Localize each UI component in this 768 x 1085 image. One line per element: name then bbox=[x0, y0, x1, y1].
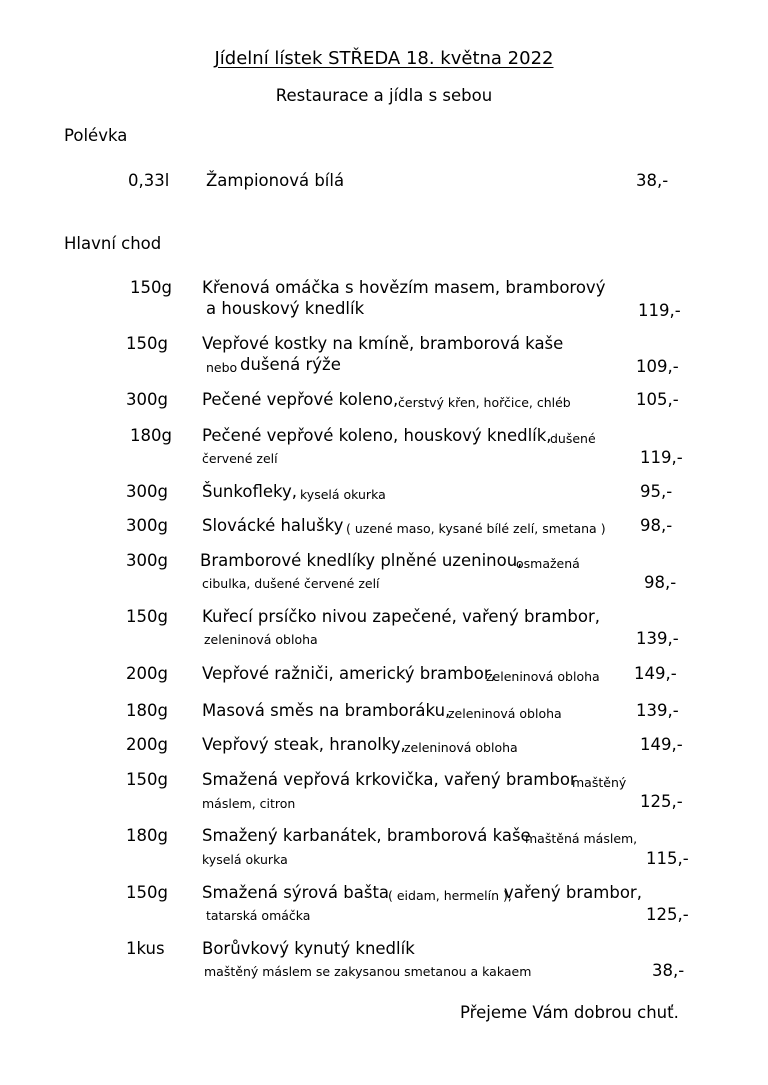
item-side: maštěný bbox=[572, 775, 627, 790]
item-qty: 180g bbox=[126, 826, 168, 845]
item-price: 38,- bbox=[652, 961, 685, 980]
item-name: Šunkofleky, bbox=[202, 482, 297, 501]
item-side: zeleninová obloha bbox=[404, 740, 518, 755]
item-price: 125,- bbox=[646, 905, 689, 924]
item-qty: 150g bbox=[126, 883, 168, 902]
item-name: Smažená sýrová bašta bbox=[202, 883, 390, 902]
menu-title: Jídelní lístek STŘEDA 18. května 2022 bbox=[214, 48, 554, 69]
item-price: 119,- bbox=[638, 301, 681, 320]
item-side: kyselá okurka bbox=[300, 487, 386, 502]
item-name: Pečené vepřové koleno, bbox=[202, 390, 399, 409]
item-side-cont: cibulka, dušené červené zelí bbox=[202, 576, 380, 591]
item-price: 38,- bbox=[636, 171, 669, 190]
item-side-note: ( eidam, hermelín ), bbox=[388, 888, 512, 903]
item-name: Vepřové kostky na kmíně, bramborová kaše bbox=[202, 334, 564, 353]
item-price: 105,- bbox=[636, 390, 679, 409]
item-qty: 180g bbox=[126, 701, 168, 720]
item-qty: 150g bbox=[126, 770, 168, 789]
item-price: 95,- bbox=[640, 482, 673, 501]
item-qty: 150g bbox=[126, 334, 168, 353]
section-heading-main: Hlavní chod bbox=[64, 234, 162, 253]
item-name: Bramborové knedlíky plněné uzeninou, bbox=[200, 551, 523, 570]
item-price: 139,- bbox=[636, 701, 679, 720]
item-price: 139,- bbox=[636, 629, 679, 648]
item-name: Pečené vepřové koleno, houskový knedlík, bbox=[202, 426, 552, 445]
item-side: osmažená bbox=[516, 556, 580, 571]
item-price: 109,- bbox=[636, 357, 679, 376]
item-qty: 180g bbox=[130, 426, 172, 445]
item-detail: a houskový knedlík bbox=[206, 299, 365, 318]
section-heading-soup: Polévka bbox=[64, 126, 128, 145]
item-side-cont: zeleninová obloha bbox=[204, 632, 318, 647]
item-name: Křenová omáčka s hovězím masem, bramborový bbox=[202, 278, 606, 297]
item-name: Vepřové ražniči, americký brambor, bbox=[202, 664, 496, 683]
item-name: Slovácké halušky bbox=[202, 516, 344, 535]
item-side: maštěná máslem, bbox=[525, 831, 638, 846]
item-side-cont: kyselá okurka bbox=[202, 852, 288, 867]
item-qty: 0,33l bbox=[128, 171, 170, 190]
item-name: Smažená vepřová krkovička, vařený brambor bbox=[202, 770, 577, 789]
item-side-cont: máslem, citron bbox=[202, 796, 296, 811]
item-qty: 200g bbox=[126, 664, 168, 683]
item-qty: 300g bbox=[126, 516, 168, 535]
item-qty: 1kus bbox=[126, 939, 165, 958]
item-detail: dušená rýže bbox=[240, 355, 341, 374]
item-name-cont: vařený brambor, bbox=[504, 883, 642, 902]
item-name: Smažený karbanátek, bramborová kaše bbox=[202, 826, 531, 845]
item-price: 149,- bbox=[634, 664, 677, 683]
item-price: 125,- bbox=[640, 792, 683, 811]
item-detail-note: nebo bbox=[206, 360, 238, 375]
item-name: Masová směs na bramboráku, bbox=[202, 701, 451, 720]
item-price: 149,- bbox=[640, 735, 683, 754]
item-qty: 300g bbox=[126, 390, 168, 409]
item-name: Žampionová bílá bbox=[206, 171, 345, 190]
item-name: Kuřecí prsíčko nivou zapečené, vařený brambor, bbox=[202, 607, 601, 626]
item-side: zeleninová obloha bbox=[448, 706, 562, 721]
item-price: 98,- bbox=[644, 573, 677, 592]
item-side: ( uzené maso, kysané bílé zelí, smetana ) bbox=[346, 521, 606, 536]
menu-footer: Přejeme Vám dobrou chuť. bbox=[460, 1003, 679, 1022]
item-side-cont: červené zelí bbox=[202, 451, 278, 466]
item-price: 98,- bbox=[640, 516, 673, 535]
item-qty: 150g bbox=[126, 607, 168, 626]
item-side: čerstvý křen, hořčice, chléb bbox=[398, 395, 571, 410]
item-qty: 300g bbox=[126, 482, 168, 501]
item-side: zeleninová obloha bbox=[486, 669, 600, 684]
item-qty: 300g bbox=[126, 551, 168, 570]
item-qty: 200g bbox=[126, 735, 168, 754]
item-name: Vepřový steak, hranolky, bbox=[202, 735, 406, 754]
item-qty: 150g bbox=[130, 278, 172, 297]
item-price: 119,- bbox=[640, 448, 683, 467]
item-price: 115,- bbox=[646, 849, 689, 868]
menu-subtitle: Restaurace a jídla s sebou bbox=[275, 86, 493, 105]
item-name: Borůvkový kynutý knedlík bbox=[202, 939, 415, 958]
item-side-cont: maštěný máslem se zakysanou smetanou a kakaem bbox=[204, 964, 532, 979]
item-side: dušené bbox=[550, 431, 596, 446]
item-side-cont: tatarská omáčka bbox=[206, 908, 311, 923]
